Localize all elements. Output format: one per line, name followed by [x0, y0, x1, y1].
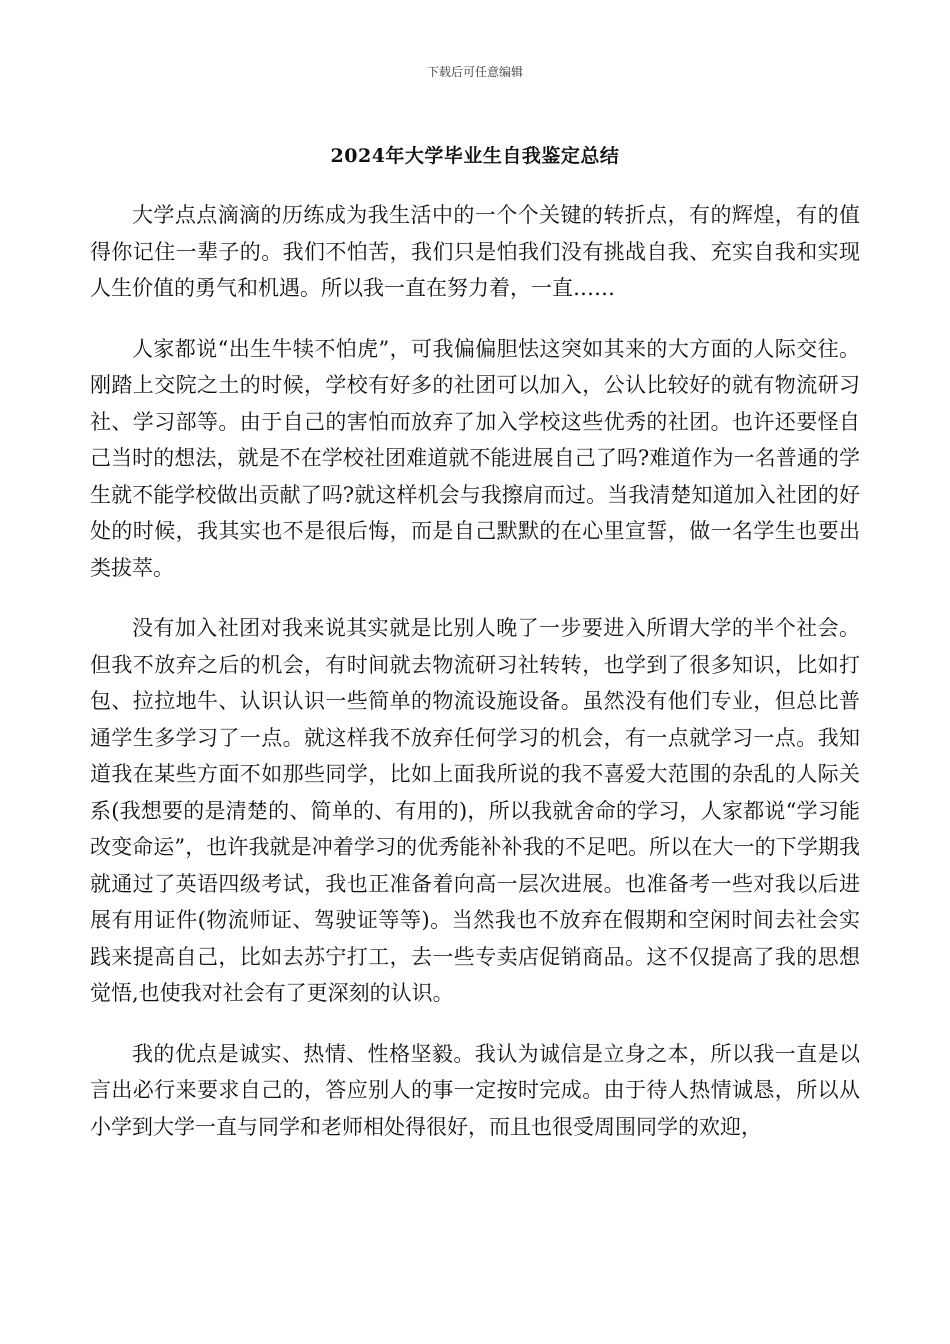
paragraph: 我的优点是诚实、热情、性格坚毅。我认为诚信是立身之本，所以我一直是以言出必行来要求自己的，答应别人的事一定按时完成。由于待人热情诚恳，所以从小学到大学一直与同学和老师相处得很好，而且也很受周围同学的欢迎， — [90, 1041, 860, 1139]
header-note: 下载后可任意编辑 — [426, 65, 523, 79]
paragraph: 没有加入社团对我来说其实就是比别人晚了一步要进入所谓大学的半个社会。但我不放弃之后的机会，有时间就去物流研习社转转，也学到了很多知识，比如打包、拉拉地牛、认识认识一些简单的物流设施设备。虽然没有他们专业，但总比普通学生多学习了一点。就这样我不放弃任何学习的机会，有一点就学习一点。我知道我在某些方面不如那些同学，比如上面我所说的我不喜爱大范围的杂乱的人际关系(我想要的是清楚的、简单的、有用的)，所以我就舍命的学习，人家都说“学习能改变命运”，也许我就是冲着学习的优秀能补补我的不足吧。所以在大一的下学期我就通过了英语四级考试，我也正准备着向高一层次进展。也准备考一些对我以后进展有用证件(物流师证、驾驶证等等)。当然我也不放弃在假期和空闲时间去社会实践来提高自己，比如去苏宁打工，去一些专卖店促销商品。这不仅提高了我的思想觉悟,也使我对社会有了更深刻的认识。 — [90, 616, 860, 1005]
paragraph: 人家都说“出生牛犊不怕虎”，可我偏偏胆怯这突如其来的大方面的人际交往。刚踏上交院之土的时候，学校有好多的社团可以加入，公认比较好的就有物流研习社、学习部等。由于自己的害怕而放弃了加入学校这些优秀的社团。也许还要怪自己当时的想法，就是不在学校社团难道就不能进展自己了吗?难道作为一名普通的学生就不能学校做出贡献了吗?就这样机会与我擦肩而过。当我清楚知道加入社团的好处的时候，我其实也不是很后悔，而是自己默默的在心里宣誓，做一名学生也要出类拔萃。 — [90, 336, 860, 580]
document-body — [90, 197, 860, 1169]
paragraph: 大学点点滴滴的历练成为我生活中的一个个关键的转折点，有的辉煌，有的值得你记住一辈子的。我们不怕苦，我们只是怕我们没有挑战自我、充实自我和实现人生价值的勇气和机遇。所以我一直在努力着，一直…… — [90, 203, 860, 300]
document-title: 2024年大学毕业生自我鉴定总结 — [330, 145, 620, 167]
